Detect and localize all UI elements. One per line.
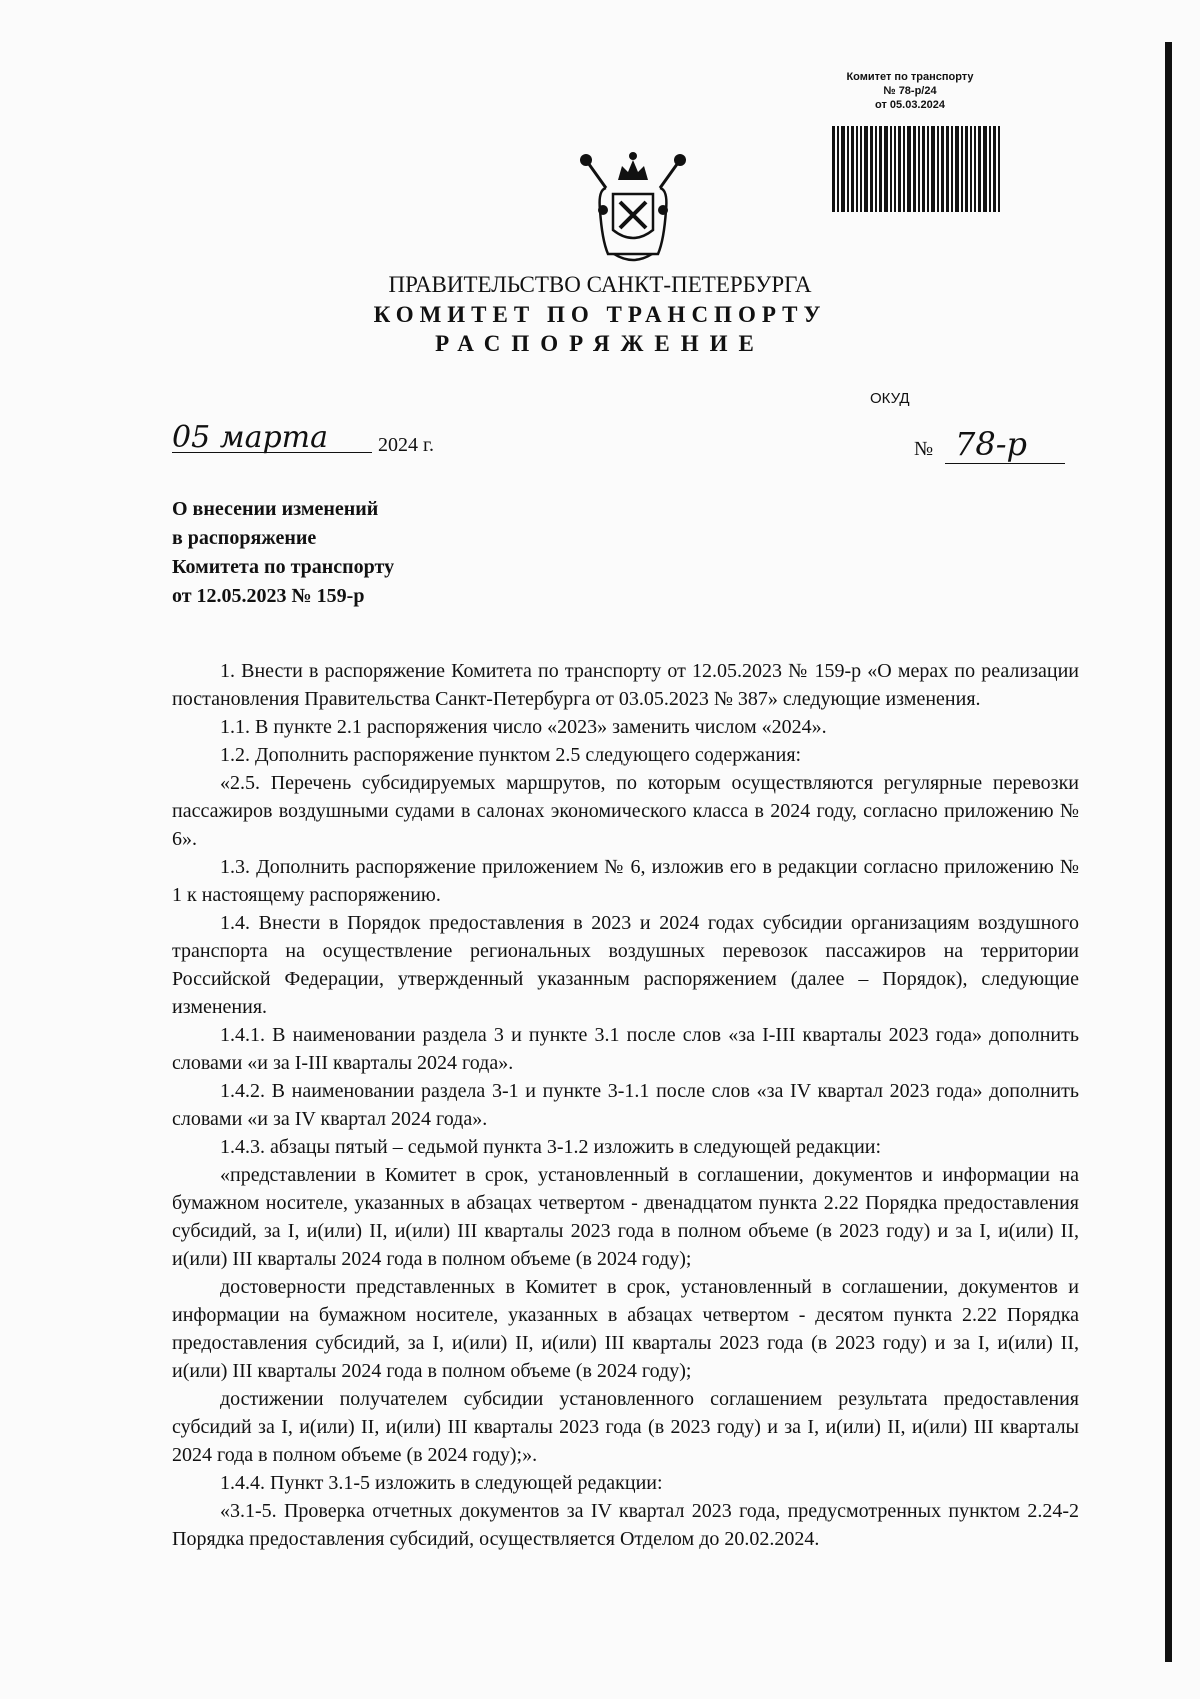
paragraph: «2.5. Перечень субсидируемых маршрутов, по которым осуществляются регулярные перевозки пассажиров воздушными судами в салонах экономического класса в 2024 году, согласно приложению № 6». bbox=[172, 772, 1079, 850]
barcode-bar bbox=[937, 126, 939, 212]
subject-line: от 12.05.2023 № 159-р bbox=[172, 585, 365, 607]
barcode-bar bbox=[993, 126, 996, 212]
barcode-bar bbox=[941, 126, 944, 212]
barcode-bar bbox=[864, 126, 868, 212]
barcode-bar bbox=[951, 126, 953, 212]
document-subject bbox=[172, 495, 394, 611]
paragraph: 1.4.3. абзацы пятый – седьмой пункта 3-1.2 изложить в следующей редакции: bbox=[220, 1136, 882, 1158]
paragraph: 1.1. В пункте 2.1 распоряжения число «2023» заменить числом «2024». bbox=[220, 716, 827, 738]
okud-label: ОКУД bbox=[870, 390, 910, 407]
barcode-bar bbox=[894, 126, 896, 212]
document-type: РАСПОРЯЖЕНИЕ bbox=[435, 331, 765, 356]
paragraph: достижении получателем субсидии установленного соглашением результата предоставления субсидий за I, и(или) II, и(или) III кварталы 2023 года (в 2023 году) и за I, и(или) II, и(или) III кварталы 2024 года в полном объеме (в 2024 году);». bbox=[172, 1388, 1079, 1466]
barcode-bar bbox=[898, 126, 901, 212]
barcode-bar bbox=[851, 126, 854, 212]
barcode-bar bbox=[879, 126, 882, 212]
stamp-line-3: от 05.03.2024 bbox=[875, 99, 945, 111]
paragraph: 1.4.1. В наименовании раздела 3 и пункте 3.1 после слов «за I-III кварталы 2023 года» дополнить словами «и за I-III кварталы 2024 года». bbox=[172, 1024, 1079, 1074]
barcode-bar bbox=[983, 126, 987, 212]
registration-stamp bbox=[820, 70, 1000, 112]
barcode-bar bbox=[832, 126, 835, 212]
paragraph: «3.1-5. Проверка отчетных документов за IV квартал 2023 года, предусмотренных пунктом 2.24-2 Порядка предоставления субсидий, осуществляется Отделом до 20.02.2024. bbox=[172, 1500, 1079, 1550]
barcode-bar bbox=[884, 126, 888, 212]
barcode-bar bbox=[955, 126, 959, 212]
paragraph: 1. Внести в распоряжение Комитета по транспорту от 12.05.2023 № 159-р «О мерах по реализации постановления Правительства Санкт-Петербурга от 03.05.2023 № 387» следующие изменения. bbox=[172, 660, 1079, 710]
barcode-bar bbox=[903, 126, 905, 212]
date-year: 2024 г. bbox=[378, 434, 434, 456]
stamp-line-2: № 78-р/24 bbox=[883, 85, 937, 97]
barcode-bar bbox=[847, 126, 849, 212]
barcode-bar bbox=[837, 126, 839, 212]
barcode-bar bbox=[978, 126, 981, 212]
barcode-bar bbox=[989, 126, 991, 212]
barcode-bar bbox=[922, 126, 925, 212]
handwritten-date: 05 марта bbox=[172, 420, 329, 455]
date-underline bbox=[172, 452, 372, 453]
barcode-bar bbox=[907, 126, 911, 212]
paragraph: 1.2. Дополнить распоряжение пунктом 2.5 следующего содержания: bbox=[220, 744, 802, 766]
paragraph: «представлении в Комитет в срок, установленный в соглашении, документов и информации на бумажном носителе, указанных в абзацах четвертом - двенадцатом пункта 2.22 Порядка предоставления субсидий, за I, и(или) II, и(или) III кварталы 2023 года в полном объеме (в 2023 году) и за I, и(или) II, и(или) III кварталы 2024 года в полном объеме (в 2024 году); bbox=[172, 1164, 1079, 1270]
barcode-bar bbox=[860, 126, 862, 212]
subject-line: Комитета по транспорту bbox=[172, 556, 395, 578]
barcode-bar bbox=[946, 126, 949, 212]
number-sign: № bbox=[914, 438, 934, 460]
paragraph: 1.3. Дополнить распоряжение приложением № 6, изложив его в редакции согласно приложению № 1 к настоящему распоряжению. bbox=[172, 856, 1079, 906]
subject-line: в распоряжение bbox=[172, 527, 317, 549]
barcode-bar bbox=[931, 126, 935, 212]
paragraph: достоверности представленных в Комитет в срок, установленный в соглашении, документов и информации на бумажном носителе, указанных в абзацах четвертом - десятом пункта 2.22 Порядка предоставления субсидий, за I, и(или) II, и(или) III кварталы 2023 года (в 2023 году) и за I, и(или) II, и(или) III кварталы 2024 года в полном объеме (в 2024 году); bbox=[172, 1276, 1079, 1382]
barcode-bar bbox=[841, 126, 845, 212]
paragraph: 1.4.2. В наименовании раздела 3-1 и пункте 3-1.1 после слов «за IV квартал 2023 года» дополнить словами «и за IV квартал 2024 года». bbox=[172, 1080, 1079, 1130]
number-underline bbox=[945, 463, 1065, 464]
barcode-bar bbox=[870, 126, 873, 212]
barcode-bar bbox=[856, 126, 858, 212]
document-body bbox=[172, 657, 1079, 1553]
committee-title: КОМИТЕТ ПО ТРАНСПОРТУ bbox=[373, 302, 827, 327]
government-title: ПРАВИТЕЛЬСТВО САНКТ-ПЕТЕРБУРГА bbox=[388, 272, 812, 297]
paragraph: 1.4. Внести в Порядок предоставления в 2023 и 2024 годах субсидии организациям воздушного транспорта на осуществление региональных воздушных перевозок пассажиров на территории Российской Федерации, утвержденный указанным распоряжением (далее – Порядок), следующие изменения. bbox=[172, 912, 1079, 1018]
paragraph: 1.4.4. Пункт 3.1-5 изложить в следующей редакции: bbox=[220, 1472, 663, 1494]
barcode-bar bbox=[961, 126, 963, 212]
barcode-bar bbox=[974, 126, 976, 212]
barcode-bar bbox=[970, 126, 972, 212]
barcode-bar bbox=[890, 126, 892, 212]
subject-line: О внесении изменений bbox=[172, 498, 379, 520]
stamp-line-1: Комитет по транспорту bbox=[846, 71, 974, 83]
barcode-bar bbox=[965, 126, 968, 212]
barcode bbox=[832, 126, 1018, 212]
barcode-bar bbox=[918, 126, 920, 212]
barcode-bar bbox=[927, 126, 929, 212]
coat-of-arms-icon bbox=[578, 150, 688, 268]
barcode-bar bbox=[913, 126, 916, 212]
barcode-bar bbox=[998, 126, 1000, 212]
barcode-bar bbox=[875, 126, 877, 212]
handwritten-number: 78-р bbox=[955, 425, 1028, 463]
